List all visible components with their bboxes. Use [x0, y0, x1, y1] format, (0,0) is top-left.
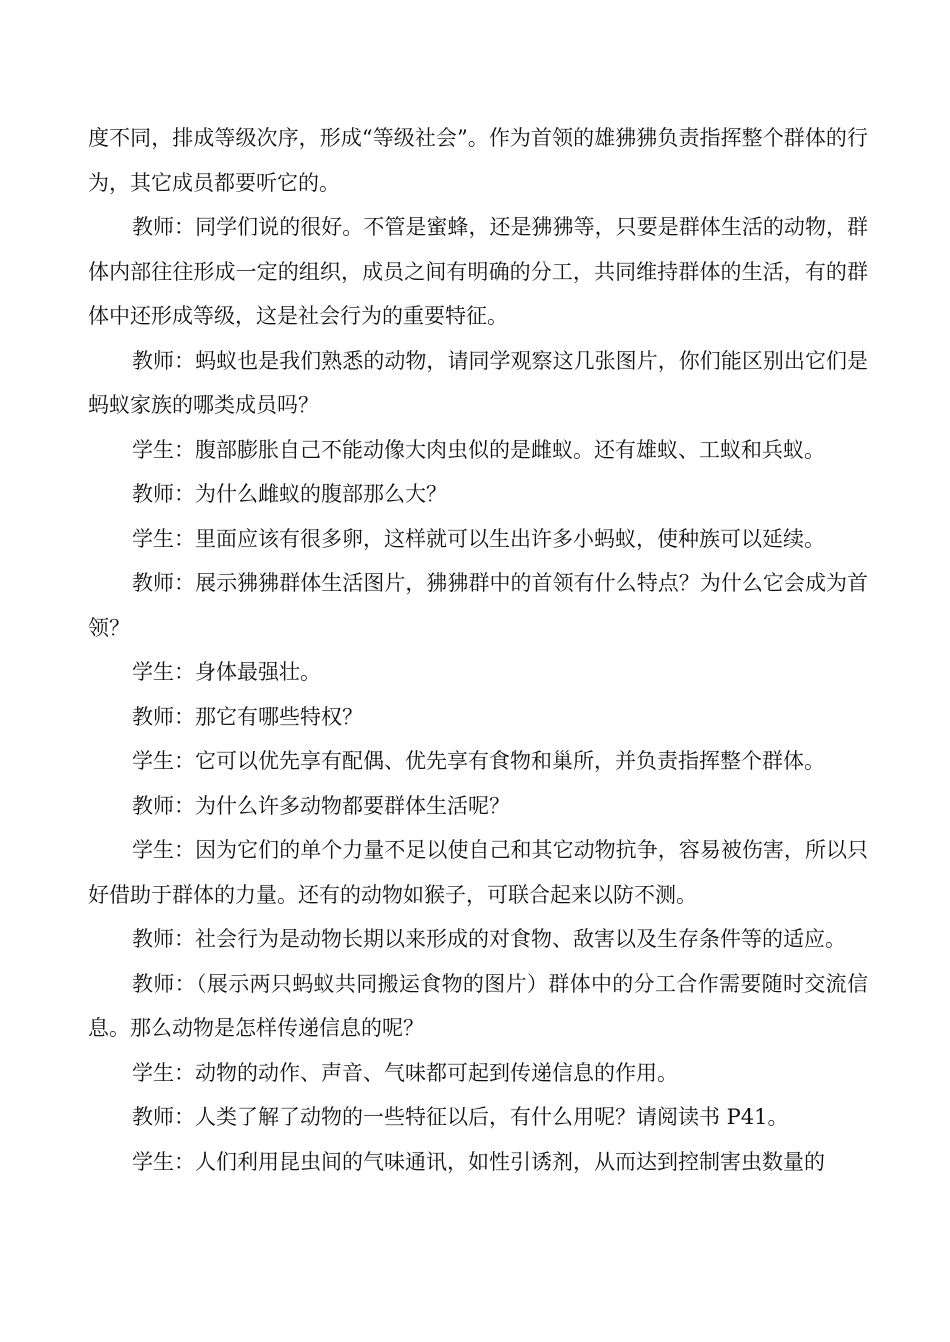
paragraph: 教师：（展示两只蚂蚁共同搬运食物的图片）群体中的分工合作需要随时交流信息。那么动物是怎样传递信息的呢？: [88, 971, 868, 1040]
paragraph: 教师：社会行为是动物长期以来形成的对食物、敌害以及生存条件等的适应。: [132, 927, 846, 951]
paragraph: 教师：蚂蚁也是我们熟悉的动物，请同学观察这几张图片，你们能区别出它们是蚂蚁家族的哪类成员吗？: [88, 348, 868, 417]
paragraph: 学生：因为它们的单个力量不足以使自己和其它动物抗争，容易被伤害，所以只好借助于群体的力量。还有的动物如猴子，可联合起来以防不测。: [88, 838, 868, 907]
paragraph: 学生：身体最强壮。: [132, 660, 321, 684]
paragraph: 学生：腹部膨胀自己不能动像大肉虫似的是雌蚁。还有雄蚁、工蚁和兵蚁。: [132, 437, 825, 462]
paragraph: 学生：动物的动作、声音、气味都可起到传递信息的作用。: [132, 1060, 678, 1085]
paragraph: 教师：为什么许多动物都要群体生活呢？: [132, 793, 510, 818]
paragraph: 教师：人类了解了动物的一些特征以后，有什么用呢？请阅读书 P41。: [132, 1105, 789, 1129]
paragraph: 教师：同学们说的很好。不管是蜜蜂，还是狒狒等，只要是群体生活的动物，群体内部往往形成一定的组织，成员之间有明确的分工，共同维持群体的生活，有的群体中还形成等级，这是社会行为的重要特征。: [88, 215, 868, 328]
paragraph: 教师：那它有哪些特权？: [132, 704, 363, 729]
paragraph: 学生：里面应该有很多卵，这样就可以生出许多小蚂蚁，使种族可以延续。: [132, 526, 825, 551]
paragraph: 学生：它可以优先享有配偶、优先享有食物和巢所，并负责指挥整个群体。: [132, 749, 825, 773]
paragraph: 度不同，排成等级次序，形成“等级社会”。作为首领的雄狒狒负责指挥整个群体的行为，其它成员都要听它的。: [88, 126, 868, 195]
paragraph: 学生：人们利用昆虫间的气味通讯，如性引诱剂，从而达到控制害虫数量的: [132, 1149, 825, 1174]
document-body: [88, 116, 868, 1184]
paragraph: 教师：为什么雌蚁的腹部那么大？: [132, 482, 447, 506]
paragraph: 教师：展示狒狒群体生活图片，狒狒群中的首领有什么特点？为什么它会成为首领？: [88, 571, 868, 640]
